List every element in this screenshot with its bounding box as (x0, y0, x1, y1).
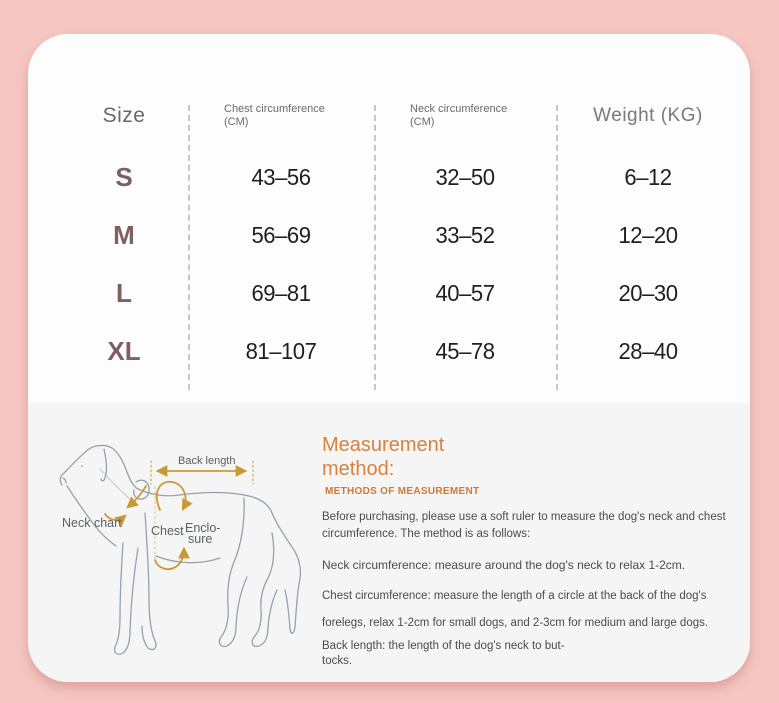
neck-curve-arrow (128, 486, 146, 507)
chest-value: 56–69 (251, 221, 311, 248)
col-header-neck-line2: (CM) (410, 116, 435, 128)
chest-value: 43–56 (251, 163, 311, 190)
neck-chart-label: Neck chart (62, 516, 122, 530)
chest-value: 81–107 (245, 337, 317, 364)
size-label: M (113, 219, 135, 250)
dog-measurement-diagram (48, 438, 318, 673)
back-length-label: Back length (178, 455, 236, 467)
col-header-size: Size (102, 104, 146, 127)
size-chart-card (28, 34, 750, 682)
back-note-line1: Back length: the length of the dog's neck to but- (322, 639, 565, 652)
chest-note (322, 583, 732, 638)
neck-value: 40–57 (435, 279, 495, 306)
measurement-instructions (322, 433, 732, 670)
chest-note-line2: forelegs, relax 1-2cm for small dogs, and 2-3cm for medium and large dogs. (322, 617, 709, 630)
neck-value: 32–50 (435, 163, 495, 190)
intro-paragraph (322, 509, 732, 544)
intro-line1: Before purchasing, please use a soft ruler to measure the dog's neck and chest (322, 511, 726, 523)
measurement-arrows (105, 461, 253, 569)
back-note-line2: tocks. (322, 655, 353, 668)
neck-value: 45–78 (435, 337, 495, 364)
size-label: S (115, 161, 133, 192)
chest-value: 69–81 (251, 279, 311, 306)
col-header-chest-line2: (CM) (224, 116, 249, 128)
weight-value: 28–40 (618, 337, 678, 364)
column-divider (556, 105, 558, 390)
size-label: XL (107, 335, 141, 366)
dog-outline-drawing (60, 445, 300, 654)
col-header-chest-line1: Chest circumference (224, 102, 325, 115)
col-header-neck-line1: Neck circumference (410, 102, 508, 115)
col-header-neck (374, 84, 556, 148)
chest-note-line1: Chest circumference: measure the length of a circle at the back of the dog's (322, 589, 707, 602)
neck-note: Neck circumference: measure around the dog's neck to relax 1-2cm. (322, 557, 686, 572)
intro-line2: circumference. The method is as follows: (322, 528, 531, 541)
neck-value: 33–52 (435, 221, 495, 248)
weight-value: 12–20 (618, 221, 678, 248)
chest-label: Chest (151, 524, 184, 538)
measurement-title: Measurement method: (322, 434, 445, 480)
col-header-weight: Weight (KG) (593, 105, 703, 126)
column-divider (188, 105, 190, 390)
column-divider (374, 105, 376, 390)
enclosure-label-line1: Enclo- (185, 521, 221, 535)
col-header-chest (188, 84, 374, 148)
back-length-note (322, 639, 732, 670)
enclosure-label-line2: sure (188, 532, 213, 546)
weight-value: 6–12 (624, 163, 672, 190)
measurement-subtitle: METHODS OF MEASUREMENT (325, 486, 480, 497)
weight-value: 20–30 (618, 279, 678, 306)
chest-girth-arrow (155, 549, 184, 569)
size-table (60, 84, 740, 384)
size-label: L (116, 277, 132, 308)
